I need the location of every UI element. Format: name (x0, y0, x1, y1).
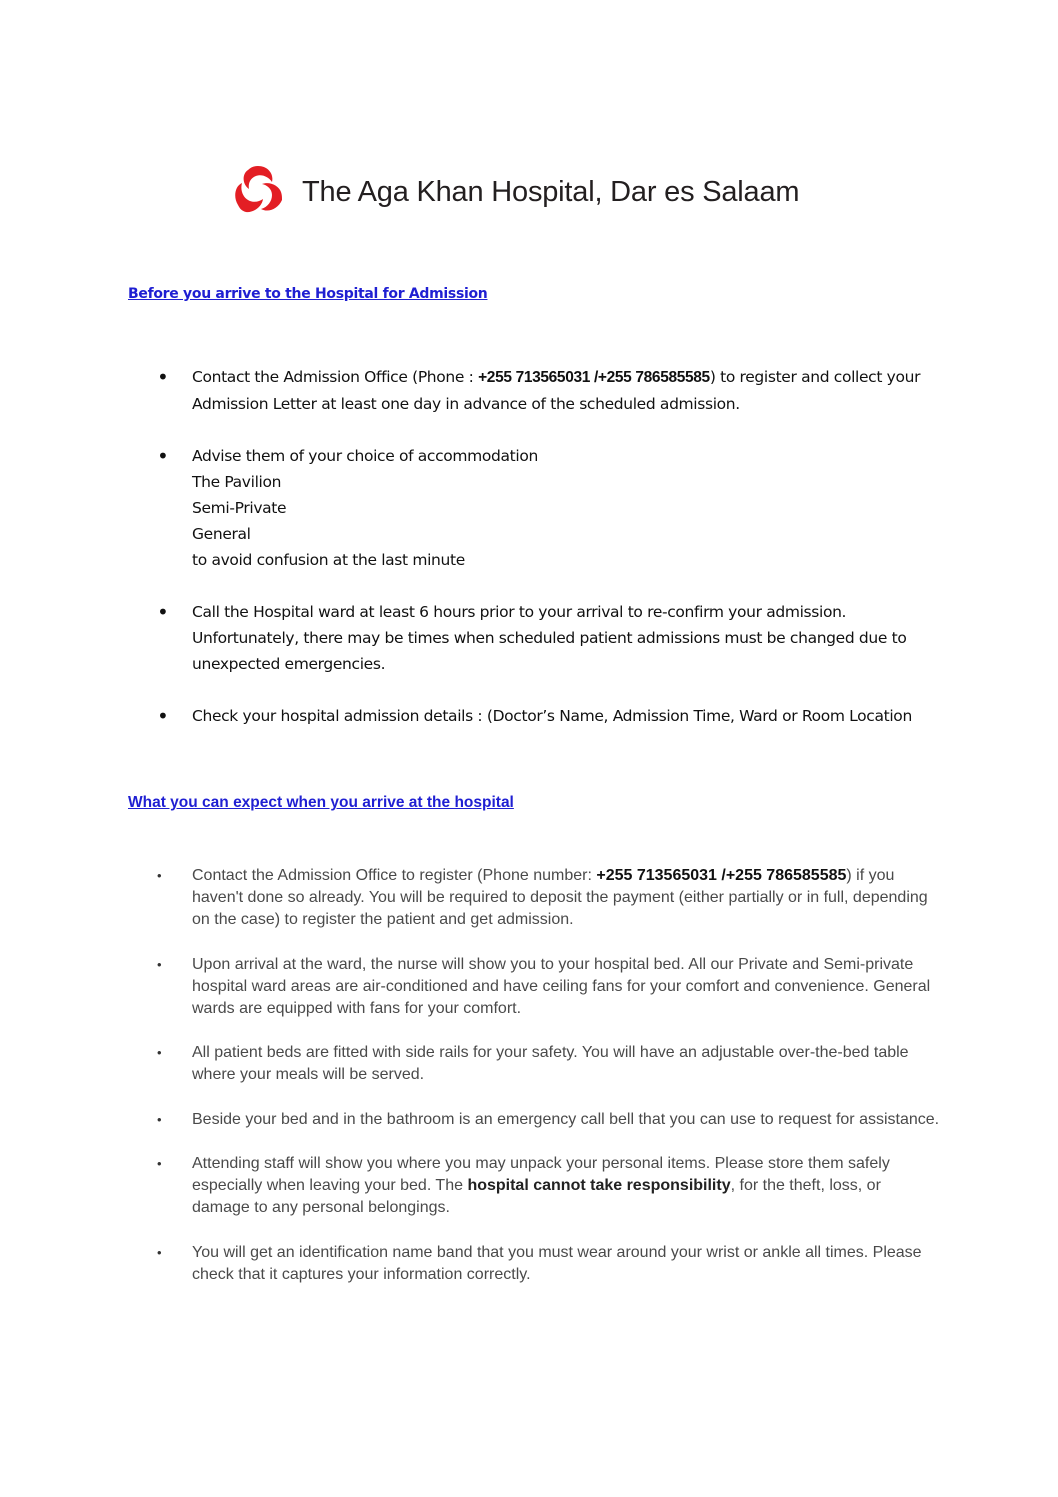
on-arrival-list (150, 865, 940, 1308)
phone-number: +255 713565031 /+255 786585585 (478, 369, 710, 386)
list-item: • Contact the Admission Office (Phone : +255 713565031 /+255 786585585) to register and collect your Admission Letter at least one day in advance of the scheduled admission. (157, 365, 921, 413)
accommodation-option: General (192, 525, 251, 543)
phone-number: +255 713565031 /+255 786585585 (596, 867, 847, 884)
bullet-icon: • (157, 1156, 162, 1171)
list-item: • Check your hospital admission details : (Doctor’s Name, Admission Time, Ward or Room Location (157, 704, 912, 728)
heading-before-arrival-link[interactable]: Before you arrive to the Hospital for Admission (128, 286, 488, 302)
bullet-icon: • (157, 444, 169, 468)
list-item: • Beside your bed and in the bathroom is an emergency call bell that you can use to request for assistance. (150, 1109, 940, 1131)
responsibility-notice: hospital cannot take responsibility (467, 1177, 731, 1194)
before-arrival-list (150, 364, 930, 755)
list-item: • Upon arrival at the ward, the nurse will show you to your hospital bed. All our Private and Semi-private hospital ward areas are air-conditioned and have ceiling fans for your comfort and convenience. General wards are equipped with fans for your comfort. (157, 955, 931, 1017)
list-item: • All patient beds are fitted with side rails for your safety. You will have an adjustable over-the-bed table where your meals will be served. (157, 1044, 909, 1083)
bullet-icon: • (157, 868, 162, 883)
bullet-icon: • (157, 956, 162, 972)
hospital-logo-icon (228, 162, 288, 222)
bullet-icon: • (157, 1111, 162, 1127)
bullet-icon: • (157, 600, 169, 624)
bullet-icon: • (157, 1244, 162, 1260)
list-item: • Attending staff will show you where you may unpack your personal items. Please store them safely especially when leaving your bed. The hospital cannot take responsibility, for the theft, loss, or damage to any personal belongings. (157, 1155, 890, 1216)
bullet-icon: • (157, 1045, 162, 1060)
accommodation-option: The Pavilion (192, 473, 282, 491)
list-item: • You will get an identification name band that you must wear around your wrist or ankle all times. Please check that it captures your information correctly. (157, 1243, 922, 1283)
hospital-name: The Aga Khan Hospital, Dar es Salaam (302, 175, 800, 208)
heading-on-arrival-link[interactable]: What you can expect when you arrive at the hospital (128, 794, 514, 811)
accommodation-option: Semi-Private (192, 499, 287, 517)
list-item: • Call the Hospital ward at least 6 hours prior to your arrival to re-confirm your admission. Unfortunately, there may be times when scheduled patient admissions must be changed due to unexpected emergencies. (157, 600, 907, 673)
list-item: • Contact the Admission Office to register (Phone number: +255 713565031 /+255 786585585) if you haven't done so already. You will be required to deposit the payment (either partially or in full, depending on the case) to register the patient and get admission. (157, 867, 928, 928)
bullet-icon: • (157, 365, 169, 389)
bullet-icon: • (157, 704, 169, 728)
list-item: • Advise them of your choice of accommodation The Pavilion Semi-Private General to avoid confusion at the last minute (150, 443, 930, 573)
document-header (228, 162, 799, 222)
